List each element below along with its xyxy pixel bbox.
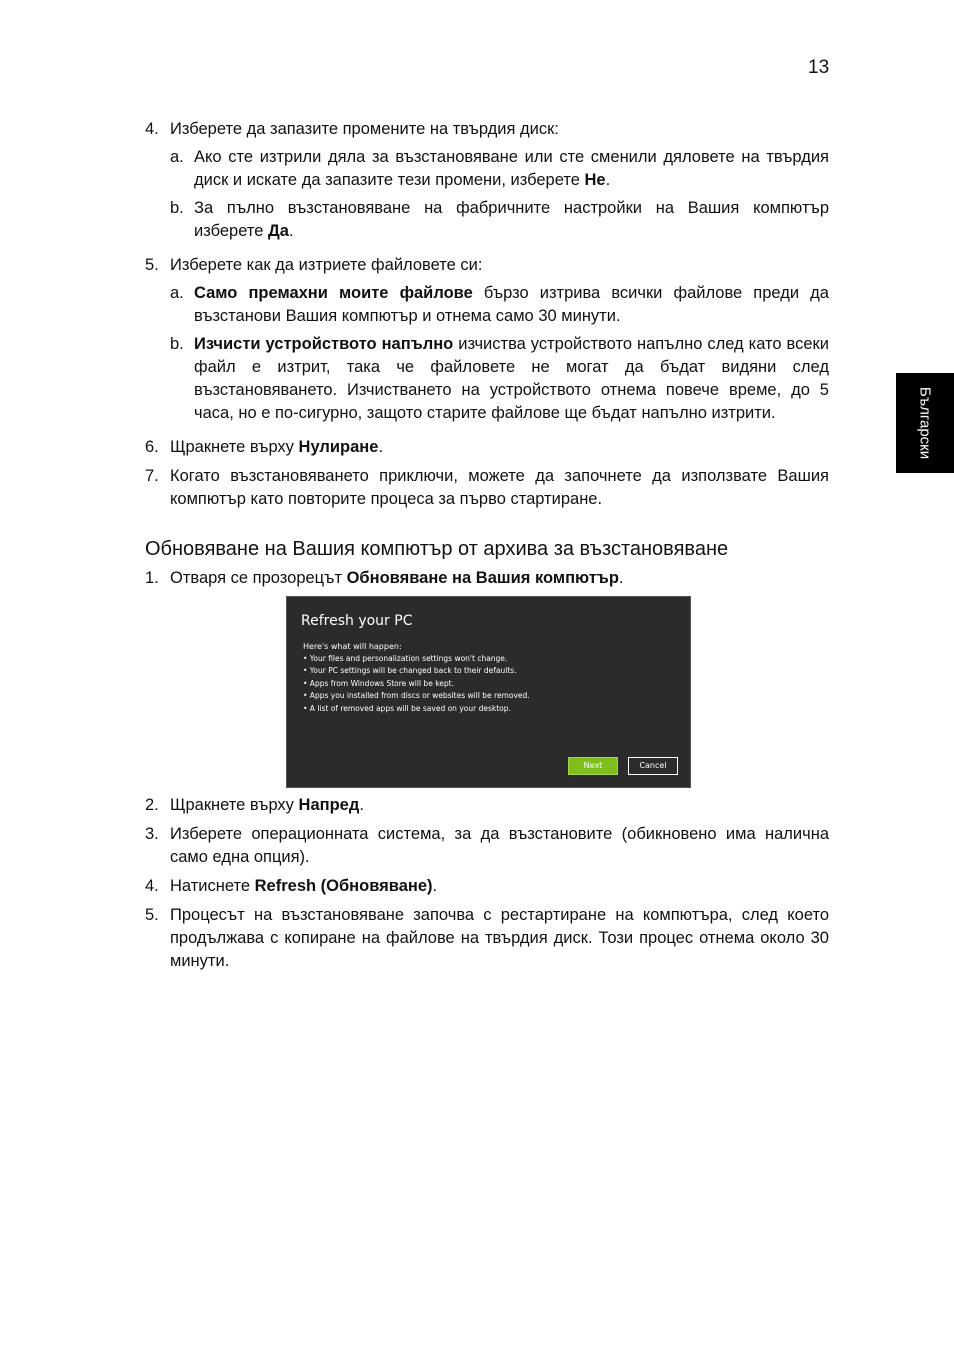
item-text bbox=[170, 436, 829, 459]
list-item bbox=[145, 567, 829, 590]
punct: . bbox=[618, 569, 624, 587]
item-text: Когато възстановяването приключи, можете да започнете да използвате Вашия компютър като повторите процеса за първо стартиране. bbox=[170, 467, 829, 508]
sub-list-item bbox=[170, 333, 829, 425]
text: Отваря се прозорецът bbox=[170, 569, 347, 587]
option-remove-files: Само премахни моите файлове bbox=[194, 284, 473, 302]
list-item bbox=[145, 436, 829, 459]
item-number: 5. bbox=[145, 906, 159, 924]
item-number: 2. bbox=[145, 796, 159, 814]
sub-item-text bbox=[194, 333, 829, 425]
sub-list bbox=[170, 146, 829, 243]
item-text: Изберете как да изтриете файловете си: bbox=[170, 256, 483, 274]
dialog-bullet: • A list of removed apps will be saved on your desktop. bbox=[303, 703, 511, 713]
item-text: Изберете операционната система, за да възстановите (обикновено има налична само една опция). bbox=[170, 825, 829, 866]
item-text: Процесът на възстановяване започва с рестартиране на компютъра, след което продължава с копиране на файлове на твърдия диск. Този процес отнема около 30 минути. bbox=[170, 906, 829, 970]
reset-label: Нулиране bbox=[298, 438, 379, 456]
list-item bbox=[145, 904, 829, 973]
sub-item-text bbox=[194, 146, 829, 192]
cancel-button[interactable]: Cancel bbox=[628, 757, 678, 775]
item-number: 6. bbox=[145, 438, 159, 456]
page-content bbox=[145, 118, 829, 979]
sub-list-item bbox=[170, 282, 829, 328]
sub-item-letter: a. bbox=[170, 284, 184, 302]
sub-list-item bbox=[170, 146, 829, 192]
refresh-pc-dialog-screenshot bbox=[286, 596, 691, 788]
section-heading: Обновяване на Вашия компютър от архива за възстановяване bbox=[145, 538, 729, 560]
text: бързо изтрива всички файлове преди да възстанови Вашия компютър и отнема само 30 минути. bbox=[194, 284, 829, 325]
list-item bbox=[145, 118, 829, 248]
sub-item-letter: a. bbox=[170, 148, 184, 166]
dialog-subtitle: Here's what will happen: bbox=[303, 642, 402, 651]
dialog-bullet: • Apps you installed from discs or websites will be removed. bbox=[303, 691, 530, 701]
punct: . bbox=[432, 877, 438, 895]
punct: . bbox=[605, 171, 611, 189]
refresh-label: Refresh (Обновяване) bbox=[254, 877, 433, 895]
punct: . bbox=[378, 438, 384, 456]
text: Ако сте изтрили дяла за възстановяване или сте сменили дяловете на твърдия диск и искате да запазите тези промени, изберете bbox=[194, 148, 829, 189]
list-item bbox=[145, 465, 829, 511]
item-number: 7. bbox=[145, 467, 159, 485]
steps-list-refresh bbox=[145, 567, 829, 590]
text: Щракнете върху bbox=[170, 438, 299, 456]
sub-item-text bbox=[194, 282, 829, 328]
dialog-title: Refresh your PC bbox=[301, 613, 413, 629]
punct: . bbox=[359, 796, 364, 814]
text: Натиснете bbox=[170, 877, 255, 895]
item-text bbox=[170, 567, 829, 590]
steps-list-reset bbox=[145, 118, 829, 511]
dialog-bullet: • Your files and personalization settings won't change. bbox=[303, 654, 508, 663]
sub-list-item bbox=[170, 197, 829, 243]
item-number: 4. bbox=[145, 877, 159, 895]
sub-item-letter: b. bbox=[170, 335, 184, 353]
item-text bbox=[170, 794, 829, 817]
list-item bbox=[145, 794, 829, 817]
punct: . bbox=[288, 222, 294, 240]
text: За пълно възстановяване на фабричните настройки на Вашия компютър изберете bbox=[194, 199, 829, 240]
next-button[interactable]: Next bbox=[568, 757, 618, 775]
sub-item-letter: b. bbox=[170, 199, 184, 217]
option-no: Не bbox=[584, 171, 606, 189]
item-text bbox=[170, 875, 829, 898]
item-number: 3. bbox=[145, 825, 159, 843]
dialog-bullet-list bbox=[303, 653, 530, 715]
item-text: Изберете да запазите промените на твърдия диск: bbox=[170, 120, 559, 138]
steps-list-refresh-continued bbox=[145, 794, 829, 973]
window-name: Обновяване на Вашия компютър bbox=[346, 569, 619, 587]
dialog-bullet: • Your PC settings will be changed back to their defaults. bbox=[303, 666, 517, 676]
language-tab-label: Български bbox=[916, 386, 934, 460]
item-number: 5. bbox=[145, 256, 159, 274]
option-yes: Да bbox=[267, 222, 289, 240]
item-number: 1. bbox=[145, 569, 159, 587]
language-tab bbox=[896, 373, 954, 473]
option-clean-drive: Изчисти устройството напълно bbox=[194, 335, 454, 353]
page-number: 13 bbox=[808, 57, 830, 78]
list-item bbox=[145, 875, 829, 898]
dialog-bullet: • Apps from Windows Store will be kept. bbox=[303, 678, 454, 688]
list-item bbox=[145, 254, 829, 430]
sub-list bbox=[170, 282, 829, 425]
text: изчиства устройството напълно след като всеки файл е изтрит, така че файловете не могат да бъдат видяни след възстановяването. Изчистването на устройството отнема повече време, до 5 часа, но е по-сигурно, защото старите файлове ще бъдат напълно изтрити. bbox=[194, 335, 829, 422]
item-number: 4. bbox=[145, 120, 159, 138]
list-item bbox=[145, 823, 829, 869]
text: Щракнете върху bbox=[170, 796, 299, 814]
next-label: Напред bbox=[298, 796, 360, 814]
sub-item-text bbox=[194, 197, 829, 243]
